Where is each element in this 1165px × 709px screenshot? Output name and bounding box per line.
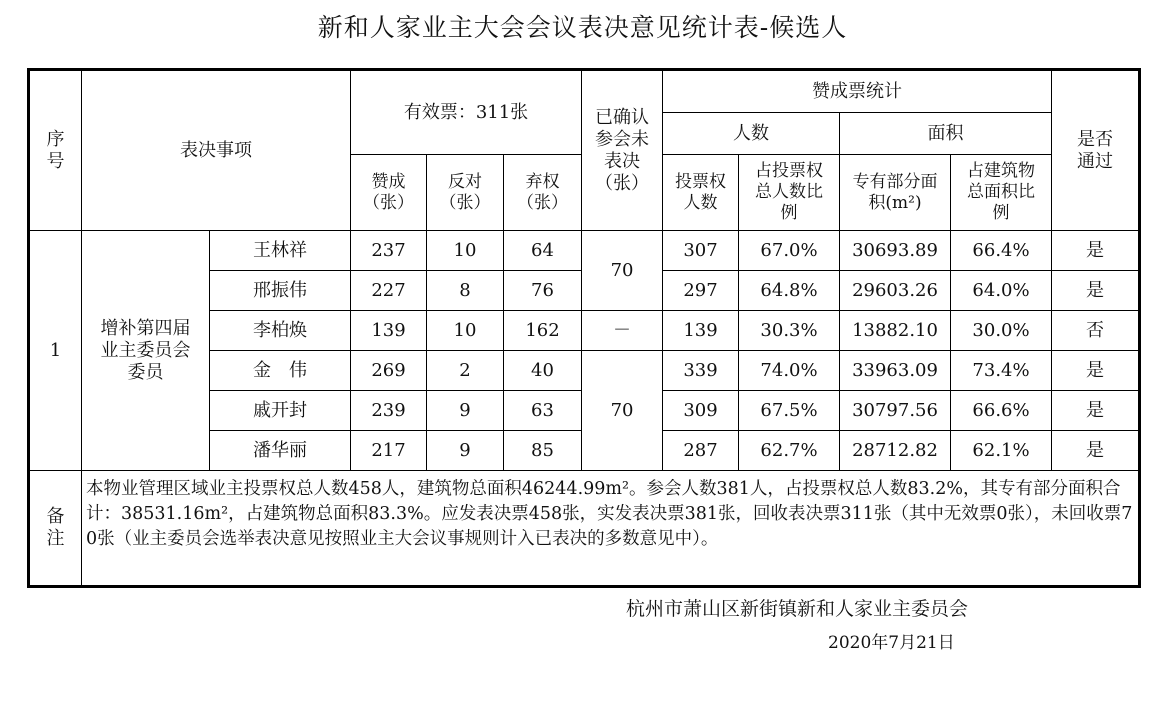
vote-people-count: 139	[663, 311, 739, 351]
header-people: 人数	[663, 113, 840, 155]
exclusive-area: 13882.10	[840, 311, 951, 351]
passed-result: 是	[1052, 231, 1140, 271]
area-ratio: 62.1%	[951, 431, 1052, 471]
confirmed-count: 70	[582, 351, 663, 471]
header-passed: 是否 通过	[1052, 70, 1140, 231]
exclusive-area: 28712.82	[840, 431, 951, 471]
page-title: 新和人家业主大会会议表决意见统计表-候选人	[317, 13, 848, 42]
passed-result: 是	[1052, 431, 1140, 471]
approve-count: 237	[351, 231, 427, 271]
area-ratio: 64.0%	[951, 271, 1052, 311]
vote-people-count: 309	[663, 391, 739, 431]
header-approve: 赞成 （张）	[351, 155, 427, 231]
people-ratio: 74.0%	[739, 351, 840, 391]
oppose-count: 2	[427, 351, 504, 391]
vote-statistics-table	[27, 68, 1141, 588]
passed-result: 是	[1052, 391, 1140, 431]
vote-people-count: 307	[663, 231, 739, 271]
item-matter: 增补第四届 业主委员会 委员	[82, 231, 210, 471]
area-ratio: 73.4%	[951, 351, 1052, 391]
header-vote-people: 投票权 人数	[663, 155, 739, 231]
approve-count: 139	[351, 311, 427, 351]
oppose-count: 10	[427, 231, 504, 271]
vote-people-count: 339	[663, 351, 739, 391]
header-abstain: 弃权 （张）	[504, 155, 582, 231]
abstain-count: 162	[504, 311, 582, 351]
exclusive-area: 33963.09	[840, 351, 951, 391]
confirmed-count: 70	[582, 231, 663, 311]
approve-count: 269	[351, 351, 427, 391]
oppose-count: 8	[427, 271, 504, 311]
abstain-count: 40	[504, 351, 582, 391]
candidate-name: 潘华丽	[210, 431, 351, 471]
note-row	[29, 471, 1140, 587]
abstain-count: 64	[504, 231, 582, 271]
candidate-name: 戚开封	[210, 391, 351, 431]
passed-result: 是	[1052, 351, 1140, 391]
oppose-count: 9	[427, 431, 504, 471]
candidate-name: 金 伟	[210, 351, 351, 391]
exclusive-area: 30797.56	[840, 391, 951, 431]
header-exclusive-area: 专有部分面 积(m²)	[840, 155, 951, 231]
header-approve-stats: 赞成票统计	[663, 70, 1052, 113]
area-ratio: 66.4%	[951, 231, 1052, 271]
approve-count: 217	[351, 431, 427, 471]
people-ratio: 64.8%	[739, 271, 840, 311]
item-seq: 1	[29, 231, 82, 471]
abstain-count: 63	[504, 391, 582, 431]
people-ratio: 30.3%	[739, 311, 840, 351]
approve-count: 227	[351, 271, 427, 311]
exclusive-area: 30693.89	[840, 231, 951, 271]
header-confirmed-not-voted: 已确认 参会未 表决 （张）	[582, 70, 663, 231]
header-area-ratio: 占建筑物 总面积比 例	[951, 155, 1052, 231]
candidate-name: 李柏焕	[210, 311, 351, 351]
footer-organization: 杭州市萧山区新街镇新和人家业主委员会	[626, 598, 969, 620]
area-ratio: 30.0%	[951, 311, 1052, 351]
passed-result: 是	[1052, 271, 1140, 311]
approve-count: 239	[351, 391, 427, 431]
passed-result: 否	[1052, 311, 1140, 351]
oppose-count: 10	[427, 311, 504, 351]
note-label: 备 注	[29, 471, 82, 587]
vote-people-count: 287	[663, 431, 739, 471]
abstain-count: 85	[504, 431, 582, 471]
abstain-count: 76	[504, 271, 582, 311]
candidate-name: 邢振伟	[210, 271, 351, 311]
note-text: 本物业管理区域业主投票权总人数458人，建筑物总面积46244.99m²。参会人数381人，占投票权总人数83.2%，其专有部分面积合计：38531.16m²，占建筑物总面积83.3%。应发表决票458张，实发表决票381张，回收表决票311张（其中无效票0张），未回收票70张（业主委员会选举表决意见按照业主大会议事规则计入已表决的多数意见中）。	[82, 471, 1140, 587]
exclusive-area: 29603.26	[840, 271, 951, 311]
people-ratio: 67.5%	[739, 391, 840, 431]
table-row	[29, 231, 1140, 271]
header-area: 面积	[840, 113, 1052, 155]
header-valid-votes: 有效票：311张	[351, 70, 582, 155]
header-seq: 序 号	[29, 70, 82, 231]
vote-people-count: 297	[663, 271, 739, 311]
candidate-name: 王林祥	[210, 231, 351, 271]
header-people-ratio: 占投票权 总人数比 例	[739, 155, 840, 231]
oppose-count: 9	[427, 391, 504, 431]
header-matter: 表决事项	[82, 70, 351, 231]
header-oppose: 反对 （张）	[427, 155, 504, 231]
confirmed-count: －	[582, 311, 663, 351]
footer-date: 2020年7月21日	[828, 633, 955, 653]
area-ratio: 66.6%	[951, 391, 1052, 431]
people-ratio: 67.0%	[739, 231, 840, 271]
people-ratio: 62.7%	[739, 431, 840, 471]
